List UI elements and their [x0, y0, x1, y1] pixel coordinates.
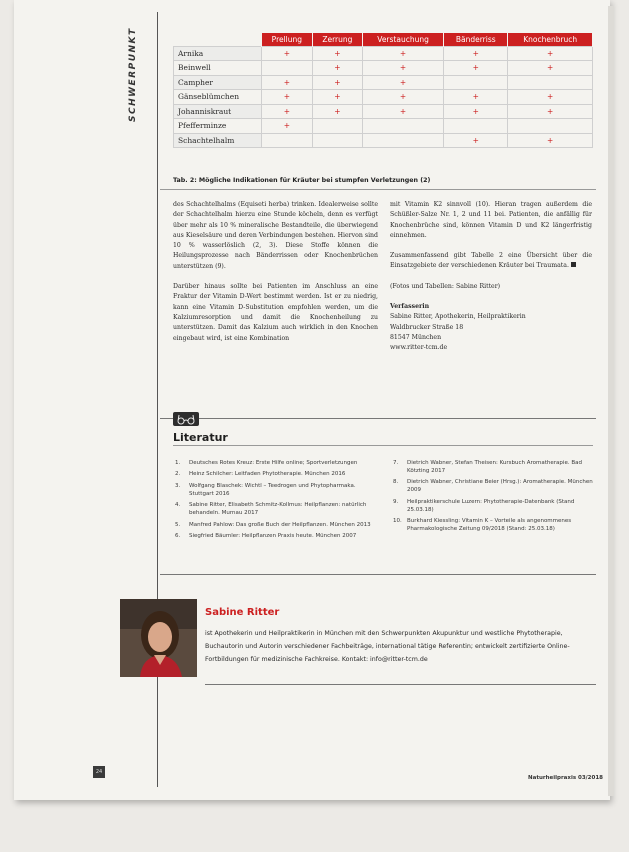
page-edge	[608, 6, 614, 796]
herb-name: Pfefferminze	[174, 119, 262, 134]
paragraph: des Schachtelhalms (Equiseti herba) trinken. Idealerweise sollte der Schachtelhalm hierzu eine Stunde köcheln, denn es verfügt über mehr als 10 % mineralische Bestandteile, die überwiegend aus Kieselsäure und deren Verbindungen bestehen. Hiervon sind 10 % wasserlöslich (2, 3). Diese Stoffe können die Heilungsprozesse nach Bänderrissen oder Knochenbrüchen unterstützen (9).	[173, 201, 378, 270]
indication-mark: +	[262, 119, 313, 134]
reference-text: Manfred Pahlow: Das große Buch der Heilpflanzen. München 2013	[189, 521, 371, 528]
reference-text: Heilpraktikerschule Luzern: Phytotherapie-Datenbank (Stand 25.03.18)	[407, 498, 575, 513]
literature-title: Literatur	[173, 431, 228, 444]
divider	[160, 189, 596, 190]
reference-number: 7.	[393, 460, 399, 466]
literature-list-left	[175, 459, 380, 543]
reference-item	[393, 459, 593, 475]
column-header: Knochenbruch	[508, 33, 593, 46]
section-label: SCHWERPUNKT	[128, 27, 138, 122]
reference-item	[175, 501, 380, 517]
table-corner-cell	[174, 33, 262, 46]
divider	[160, 418, 596, 419]
indication-mark: +	[312, 104, 362, 119]
reference-number: 9.	[393, 498, 399, 505]
indication-mark: +	[312, 90, 362, 105]
indication-mark: +	[262, 104, 313, 119]
article-column-left	[173, 200, 378, 344]
indication-mark	[262, 133, 313, 148]
reference-item	[393, 478, 593, 494]
table-row	[174, 75, 593, 90]
author-website: www.ritter-tcm.de	[390, 344, 448, 352]
photo-credit: (Fotos und Tabellen: Sabine Ritter)	[390, 282, 501, 290]
indication-mark: +	[262, 90, 313, 105]
indication-mark	[312, 133, 362, 148]
author-line: 81547 München	[390, 333, 442, 341]
paragraph: Darüber hinaus sollte bei Patienten im Anschluss an eine Fraktur der Vitamin D-Wert bestimmt werden. Ist er zu niedrig, kann eine Vitamin D-Substitution empfohlen werden, um die Kalziumresorption und damit die Knochenheilung zu unterstützen. Damit das Kalzium auch wirklich in den Knochen eingebaut wird, ist eine Kombination	[173, 283, 378, 342]
author-photo	[120, 599, 197, 677]
indication-mark: +	[508, 104, 593, 119]
indication-mark	[444, 119, 508, 134]
reference-number: 1.	[175, 460, 181, 466]
indication-mark: +	[444, 61, 508, 76]
paragraph-text: mit Vitamin K2 sinnvoll (10). Hieran tragen außerdem die Schüßler-Salze Nr. 1, 2 und 11 bei. Patienten, die anfällig für Knochenbrüche sind, können Vitamin D und K2 längerfristig einnehmen.	[390, 201, 592, 239]
divider	[173, 445, 593, 446]
paragraph-text: Zusammenfassend gibt Tabelle 2 eine Übersicht über die Einsatzgebiete der verschiedenen Kräuter bei Traumata.	[390, 252, 592, 270]
author-name: Sabine Ritter	[205, 607, 280, 618]
page-number: 24	[93, 766, 105, 778]
indication-mark: +	[444, 133, 508, 148]
indication-mark	[508, 119, 593, 134]
reference-item	[175, 521, 380, 529]
indication-mark: +	[312, 61, 362, 76]
indication-mark: +	[312, 46, 362, 61]
indication-mark	[312, 119, 362, 134]
footer-source: Naturheilpraxis 03/2018	[528, 775, 603, 781]
table-row	[174, 119, 593, 134]
indication-mark	[262, 61, 313, 76]
indication-mark	[362, 133, 443, 148]
indication-mark: +	[362, 90, 443, 105]
glasses-icon	[173, 412, 199, 426]
indication-mark: +	[262, 46, 313, 61]
reference-item	[175, 532, 380, 540]
paragraph	[390, 251, 592, 272]
indication-mark: +	[362, 46, 443, 61]
indication-mark: +	[444, 90, 508, 105]
reference-text: Heinz Schilcher: Leitfaden Phytotherapie. München 2016	[189, 471, 346, 478]
column-header: Prellung	[262, 33, 313, 46]
reference-item	[393, 517, 593, 533]
reference-number: 6.	[175, 532, 181, 539]
table-row	[174, 133, 593, 148]
reference-number: 2.	[175, 471, 181, 478]
herb-name: Schachtelhalm	[174, 133, 262, 148]
author-heading: Verfasserin	[390, 303, 430, 311]
herb-name: Beinwell	[174, 61, 262, 76]
table-row	[174, 61, 593, 76]
reference-number: 5.	[175, 521, 181, 528]
reference-text: Dietrich Wabner, Christiane Beier (Hrsg.): Aromatherapie. München 2009	[407, 479, 593, 494]
indication-mark: +	[444, 46, 508, 61]
herb-name: Johanniskraut	[174, 104, 262, 119]
herb-name: Campher	[174, 75, 262, 90]
author-contact	[390, 302, 592, 353]
reference-number: 4.	[175, 502, 181, 509]
indication-mark: +	[508, 90, 593, 105]
table-row	[174, 90, 593, 105]
reference-text: Siegfried Bäumler: Heilpflanzen Praxis heute. München 2007	[189, 532, 357, 539]
divider	[205, 684, 596, 685]
reference-number: 10.	[393, 518, 402, 525]
herb-name: Arnika	[174, 46, 262, 61]
herb-indication-table	[173, 33, 593, 148]
literature-list-right	[393, 459, 593, 537]
indication-mark: +	[444, 104, 508, 119]
indication-mark: +	[312, 75, 362, 90]
table-header-row	[174, 33, 593, 46]
table-row	[174, 104, 593, 119]
author-line: Sabine Ritter, Apothekerin, Heilpraktikerin	[390, 313, 526, 321]
reference-text: Burkhard Kiessling: Vitamin K – Vorteile als angenommenes Pharmakologische Zeitung 09/2018 (Stand: 25.03.18)	[407, 518, 572, 533]
reference-number: 8.	[393, 479, 399, 486]
reference-item	[175, 482, 380, 498]
column-header: Verstauchung	[362, 33, 443, 46]
end-mark	[571, 262, 576, 267]
column-header: Bänderriss	[444, 33, 508, 46]
indication-mark: +	[508, 133, 593, 148]
reference-item	[393, 498, 593, 514]
reference-text: Wolfgang Blaschek: Wichtl – Teedrogen und Phytopharmaka. Stuttgart 2016	[189, 482, 356, 497]
reference-text: Dietrich Wabner, Stefan Theisen: Kursbuch Aromatherapie. Bad Kötzting 2017	[407, 460, 582, 474]
author-bio: ist Apothekerin und Heilpraktikerin in München mit den Schwerpunkten Akupunktur und westliche Phytotherapie, Buchautorin und Autorin verschiedener Fachbeiträge, international tätige Referentin; entwickelt zertifizierte Online-Fortbildungen für medizinische Fachkreise. Kontakt: info@ritter-tcm.de	[205, 630, 570, 663]
table-caption: Tab. 2: Mögliche Indikationen für Kräuter bei stumpfen Verletzungen (2)	[173, 177, 431, 184]
indication-mark: +	[362, 104, 443, 119]
indication-mark	[444, 75, 508, 90]
paragraph	[390, 200, 592, 241]
reference-item	[175, 470, 380, 478]
indication-mark: +	[262, 75, 313, 90]
reference-text: Deutsches Rotes Kreuz: Erste Hilfe online; Sportverletzungen	[189, 460, 358, 466]
reference-number: 3.	[175, 482, 181, 489]
indication-mark: +	[508, 61, 593, 76]
indication-mark: +	[362, 61, 443, 76]
table-row	[174, 46, 593, 61]
reference-text: Sabine Ritter, Elisabeth Schmitz-Kollmus: Heilpflanzen: natürlich behandeln. Murnau 2017	[189, 502, 367, 517]
herb-name: Gänseblümchen	[174, 90, 262, 105]
indication-mark: +	[362, 75, 443, 90]
divider	[160, 574, 596, 575]
reference-item	[175, 459, 380, 467]
author-line: Waldbrucker Straße 18	[390, 323, 464, 331]
column-header: Zerrung	[312, 33, 362, 46]
indication-mark	[362, 119, 443, 134]
indication-mark: +	[508, 46, 593, 61]
article-column-right	[390, 200, 592, 354]
indication-mark	[508, 75, 593, 90]
